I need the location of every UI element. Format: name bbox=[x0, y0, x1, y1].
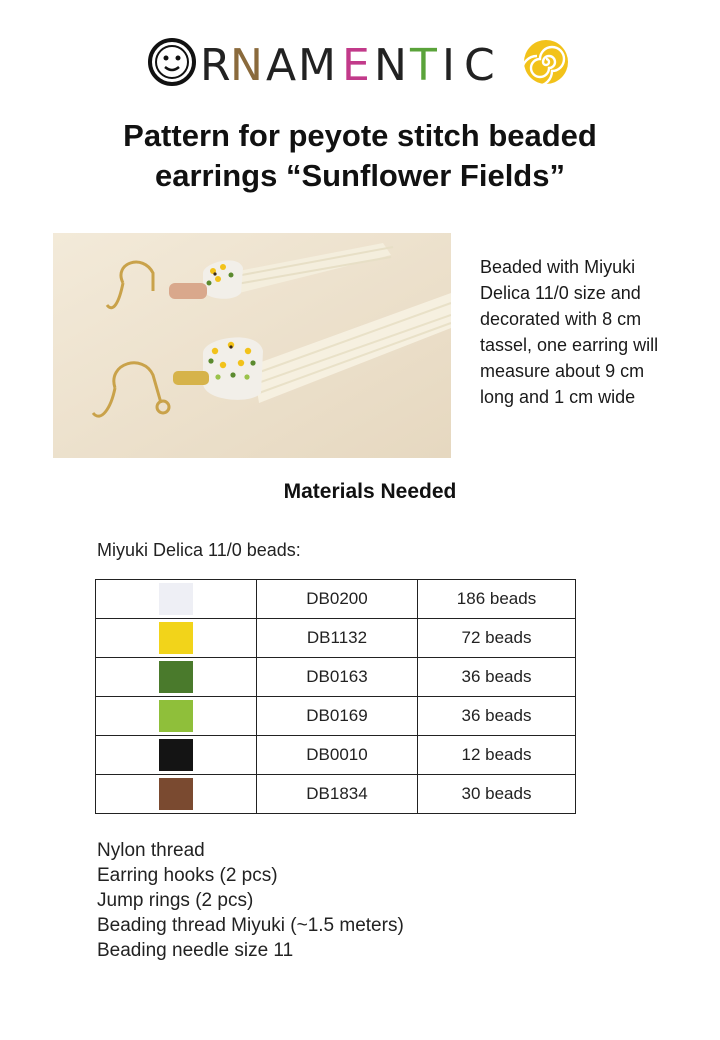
bead-code: DB1834 bbox=[257, 775, 418, 814]
list-item: Beading needle size 11 bbox=[97, 940, 294, 961]
table-row bbox=[96, 580, 576, 619]
logo-letter-n: N bbox=[230, 40, 263, 88]
description-line: Delica 11/0 size and bbox=[480, 283, 641, 303]
logo-letter-t: T bbox=[410, 40, 437, 88]
table-row bbox=[96, 619, 576, 658]
logo-letter-c: C bbox=[464, 40, 495, 88]
beads-label: Miyuki Delica 11/0 beads: bbox=[97, 540, 301, 560]
logo-letter-r: R bbox=[200, 40, 231, 88]
bead-color-swatch bbox=[159, 661, 193, 693]
logo-letter-n2: N bbox=[374, 40, 407, 88]
list-item: Beading thread Miyuki (~1.5 meters) bbox=[97, 915, 404, 936]
bead-code: DB0010 bbox=[257, 736, 418, 775]
materials-heading: Materials Needed bbox=[283, 480, 457, 503]
sun-face-icon bbox=[150, 40, 194, 84]
bead-color-swatch bbox=[159, 583, 193, 615]
title-line-1: Pattern for peyote stitch beaded bbox=[123, 118, 597, 153]
title-line-2: earrings “Sunflower Fields” bbox=[155, 158, 565, 193]
logo-letter-a: A bbox=[266, 40, 297, 88]
list-item: Nylon thread bbox=[97, 840, 205, 861]
bead-color-swatch bbox=[159, 778, 193, 810]
swatch-cell bbox=[96, 580, 257, 619]
list-item: Jump rings (2 pcs) bbox=[97, 890, 254, 911]
swatch-cell bbox=[96, 775, 257, 814]
table-row bbox=[96, 736, 576, 775]
spiral-icon bbox=[522, 40, 568, 86]
logo-letter-e: E bbox=[342, 40, 370, 88]
bead-code: DB0200 bbox=[257, 580, 418, 619]
bead-color-swatch bbox=[159, 622, 193, 654]
table-row bbox=[96, 658, 576, 697]
list-item: Earring hooks (2 pcs) bbox=[97, 865, 278, 886]
bead-color-swatch bbox=[159, 700, 193, 732]
bead-count: 36 beads bbox=[418, 697, 576, 736]
bead-code: DB0169 bbox=[257, 697, 418, 736]
bead-code: DB1132 bbox=[257, 619, 418, 658]
swatch-cell bbox=[96, 697, 257, 736]
description-line: measure about 9 cm bbox=[480, 361, 645, 381]
page-title bbox=[60, 116, 660, 196]
table-row bbox=[96, 775, 576, 814]
beads-table bbox=[95, 579, 576, 814]
logo-letter-m: M bbox=[298, 40, 336, 88]
swatch-cell bbox=[96, 736, 257, 775]
bead-count: 72 beads bbox=[418, 619, 576, 658]
swatch-cell bbox=[96, 619, 257, 658]
table-row bbox=[96, 697, 576, 736]
logo-letter-i: I bbox=[442, 40, 455, 88]
bead-count: 12 beads bbox=[418, 736, 576, 775]
product-description bbox=[480, 254, 702, 410]
bead-count: 30 beads bbox=[418, 775, 576, 814]
bead-code: DB0163 bbox=[257, 658, 418, 697]
description-line: tassel, one earring will bbox=[480, 335, 659, 355]
earrings-photo bbox=[53, 233, 451, 458]
description-line: decorated with 8 cm bbox=[480, 309, 642, 329]
bead-count: 186 beads bbox=[418, 580, 576, 619]
description-line: Beaded with Miyuki bbox=[480, 257, 636, 277]
brand-logo bbox=[146, 36, 576, 88]
bead-color-swatch bbox=[159, 739, 193, 771]
extra-materials-list bbox=[97, 838, 404, 963]
description-line: long and 1 cm wide bbox=[480, 387, 636, 407]
swatch-cell bbox=[96, 658, 257, 697]
bead-count: 36 beads bbox=[418, 658, 576, 697]
